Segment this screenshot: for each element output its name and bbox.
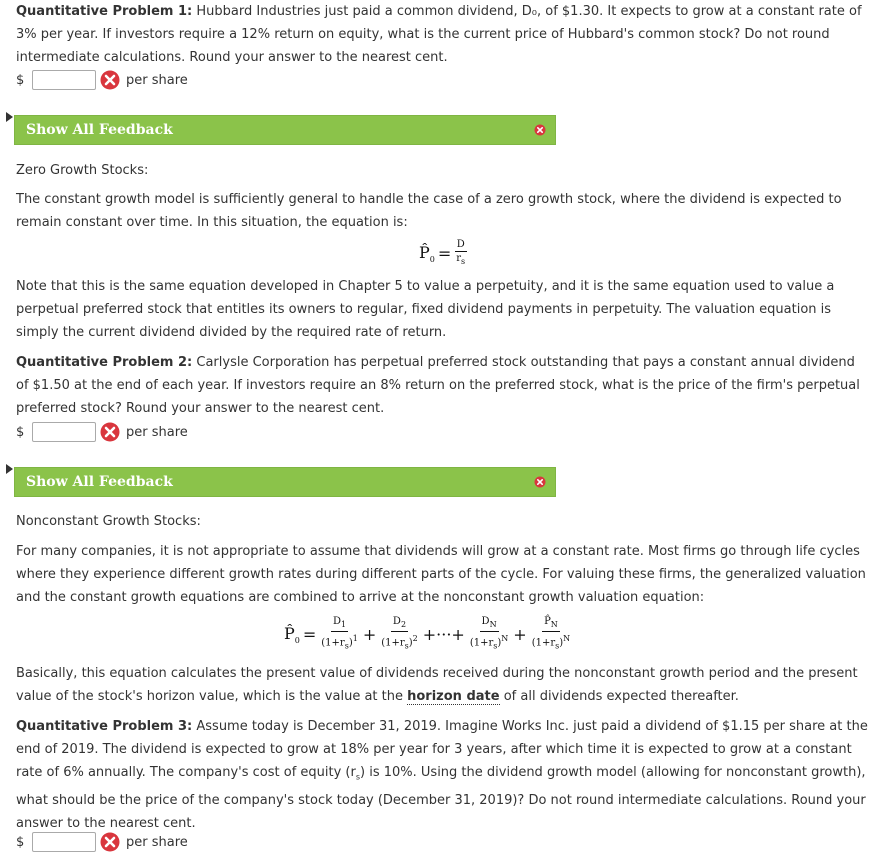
incorrect-icon	[100, 422, 120, 442]
incorrect-icon	[100, 832, 120, 852]
close-icon[interactable]	[534, 124, 546, 136]
problem-3-answer	[16, 830, 188, 854]
problem-3-answer-input[interactable]	[32, 832, 96, 852]
expand-arrow-icon[interactable]	[6, 112, 13, 122]
expand-arrow-icon[interactable]	[6, 464, 13, 474]
currency-symbol: $	[16, 424, 25, 440]
unit-label: per share	[126, 424, 188, 440]
problem-2-answer-input[interactable]	[32, 422, 96, 442]
nonconstant-growth-explanation: Basically, this equation calculates the present value of dividends received during the nonconstant growth period and the present value of the stock's horizon value, which is the value at the horizon date of all dividends expected thereafter.	[16, 666, 858, 704]
problem-1-label: Quantitative Problem 1:	[16, 4, 193, 19]
close-icon[interactable]	[534, 476, 546, 488]
show-all-feedback-bar[interactable]	[14, 115, 556, 145]
problem-2-text: Quantitative Problem 2: Carlysle Corporation has perpetual preferred stock outstanding that pays a constant annual dividend of $1.50 at the end of each year. If investors require an 8% return on the preferred stock, what is the price of the firm's perpetual preferred stock? Round your answer to the nearest cent.	[16, 355, 860, 416]
problem-2-answer	[16, 420, 188, 444]
zero-growth-formula: $P̂_0$ = $\frac{D}{r_s}$	[419, 239, 466, 266]
problem-3-text: Quantitative Problem 3: Assume today is December 31, 2019. Imagine Works Inc. just paid a dividend of $1.15 per share at the end of 2019. The dividend is expected to grow at 18% per year for 3 years, after which time it is expected to grow at a constant rate of 6% annually. The company's cost of equity $(r_s)$ is 10%. Using the dividend growth model (allowing for nonconstant growth), what should be the price of the company's stock today (December 31, 2019)? Do not round intermediate calculations. Round your answer to the nearest cent.	[16, 719, 868, 831]
currency-symbol: $	[16, 72, 25, 88]
problem-3-label: Quantitative Problem 3:	[16, 719, 193, 734]
horizon-date-link[interactable]: horizon date	[407, 689, 500, 704]
show-all-feedback-link[interactable]: Show All Feedback	[26, 474, 173, 490]
unit-label: per share	[126, 834, 188, 850]
problem-2-label: Quantitative Problem 2:	[16, 355, 193, 370]
nonconstant-growth-formula: $P̂_0$ = $\frac{D_1}{(1+r_s)^1}$ + $\frac{D_2}{(1+r_s)^2}$ +···+ $\frac{D_N}{(1+r_s)^N}$ + $\frac{P̂_N}{(1+r_s)^N}$	[284, 616, 571, 651]
zero-growth-intro: The constant growth model is sufficiently general to handle the case of a zero growth stock, where the dividend is expected to remain constant over time. In this situation, the equation is:	[16, 192, 842, 230]
problem-1-answer	[16, 68, 188, 92]
nonconstant-growth-intro: For many companies, it is not appropriate to assume that dividends will grow at a constant rate. Most firms go through life cycles where they experience different growth rates during different parts of the cycle. For valuing these firms, the generalized valuation and the constant growth equations are combined to arrive at the nonconstant growth valuation equation:	[16, 544, 866, 605]
nonconstant-growth-heading: Nonconstant Growth Stocks:	[16, 514, 201, 529]
show-all-feedback-link[interactable]: Show All Feedback	[26, 122, 173, 138]
zero-growth-heading: Zero Growth Stocks:	[16, 163, 149, 178]
unit-label: per share	[126, 72, 188, 88]
show-all-feedback-bar[interactable]	[14, 467, 556, 497]
incorrect-icon	[100, 70, 120, 90]
zero-growth-note: Note that this is the same equation developed in Chapter 5 to value a perpetuity, and it is the same equation used to value a perpetual preferred stock that entitles its owners to regular, fixed dividend payments in perpetuity. The valuation equation is simply the current dividend divided by the required rate of return.	[16, 279, 835, 340]
problem-1-text: Quantitative Problem 1: Hubbard Industries just paid a common dividend, D₀, of $1.30. It expects to grow at a constant rate of 3% per year. If investors require a 12% return on equity, what is the current price of Hubbard's common stock? Do not round intermediate calculations. Round your answer to the nearest cent.	[16, 4, 862, 65]
problem-1-answer-input[interactable]	[32, 70, 96, 90]
currency-symbol: $	[16, 834, 25, 850]
